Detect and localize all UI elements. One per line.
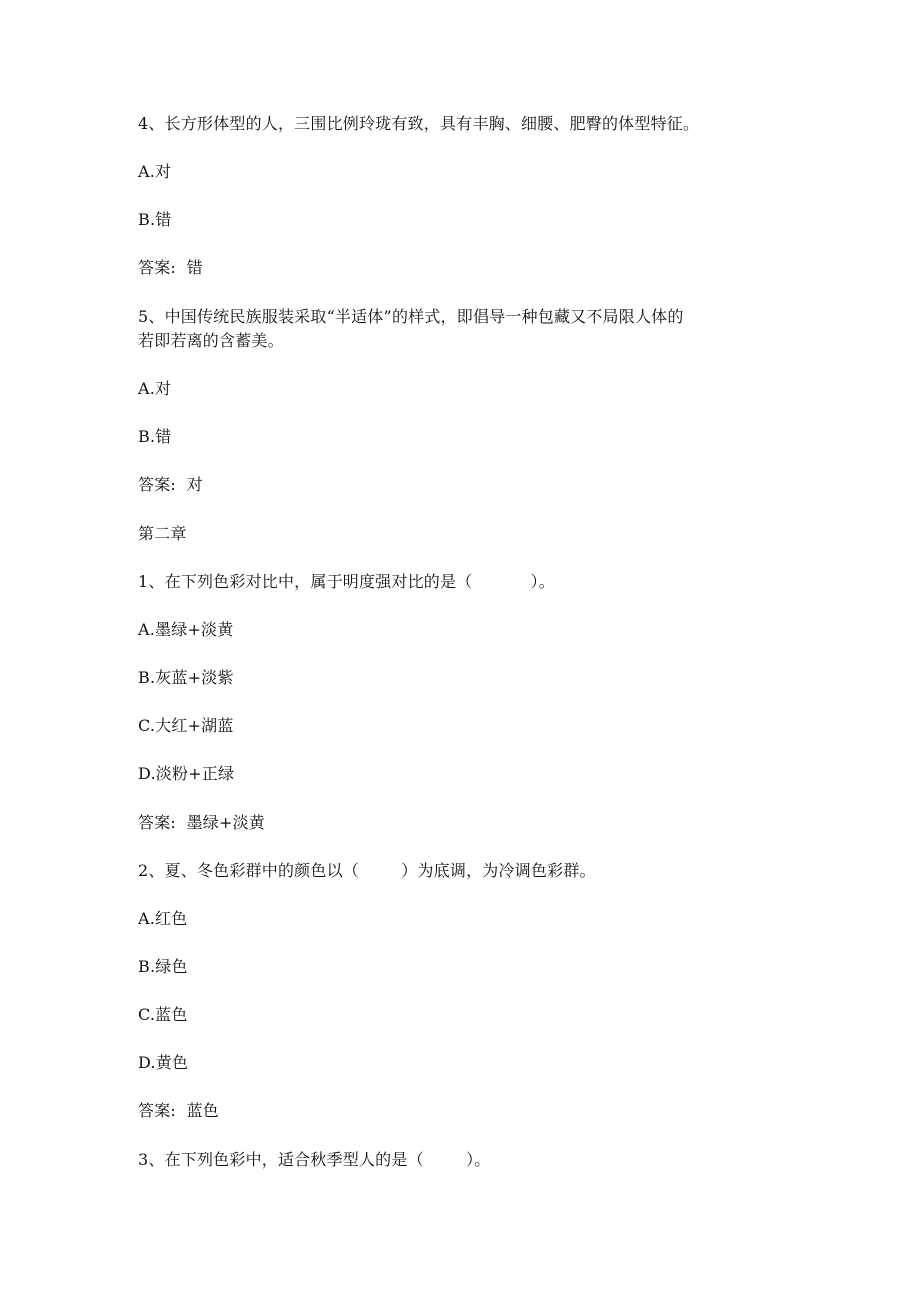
- question-5-text-line2: 若即若离的含蓄美。: [138, 331, 284, 350]
- ch2-question-1-option-b: B.灰蓝+淡紫: [138, 668, 234, 687]
- ch2-question-3-text: 3、在下列色彩中，适合秋季型人的是（ ）。: [138, 1150, 491, 1169]
- question-4-text: 4、长方形体型的人，三围比例玲珑有致，具有丰胸、细腰、肥臀的体型特征。: [138, 114, 700, 133]
- question-5-answer: 答案: 对: [138, 475, 203, 494]
- ch2-question-2-option-a: A.红色: [138, 909, 188, 928]
- question-4-option-a: A.对: [138, 162, 172, 181]
- question-4-option-b: B.错: [138, 210, 172, 229]
- chapter-2-heading: 第二章: [138, 524, 187, 543]
- ch2-question-2-option-b: B.绿色: [138, 957, 188, 976]
- question-4-answer: 答案: 错: [138, 258, 203, 277]
- question-5-option-a: A.对: [138, 379, 172, 398]
- ch2-question-1-option-c: C.大红+湖蓝: [138, 716, 234, 735]
- ch2-question-2-option-c: C.蓝色: [138, 1005, 188, 1024]
- ch2-question-1-text: 1、在下列色彩对比中，属于明度强对比的是（ ）。: [138, 572, 555, 591]
- ch2-question-1-option-d: D.淡粉+正绿: [138, 764, 235, 783]
- question-5-option-b: B.错: [138, 427, 172, 446]
- ch2-question-2-option-d: D.黄色: [138, 1053, 189, 1072]
- question-5-text-line1: 5、中国传统民族服装采取“半适体”的样式，即倡导一种包藏又不局限人体的: [138, 307, 684, 326]
- ch2-question-2-text: 2、夏、冬色彩群中的颜色以（ ）为底调，为冷调色彩群。: [138, 861, 596, 880]
- ch2-question-1-answer: 答案: 墨绿+淡黄: [138, 813, 265, 832]
- ch2-question-2-answer: 答案: 蓝色: [138, 1101, 219, 1120]
- ch2-question-1-option-a: A.墨绿+淡黄: [138, 620, 234, 639]
